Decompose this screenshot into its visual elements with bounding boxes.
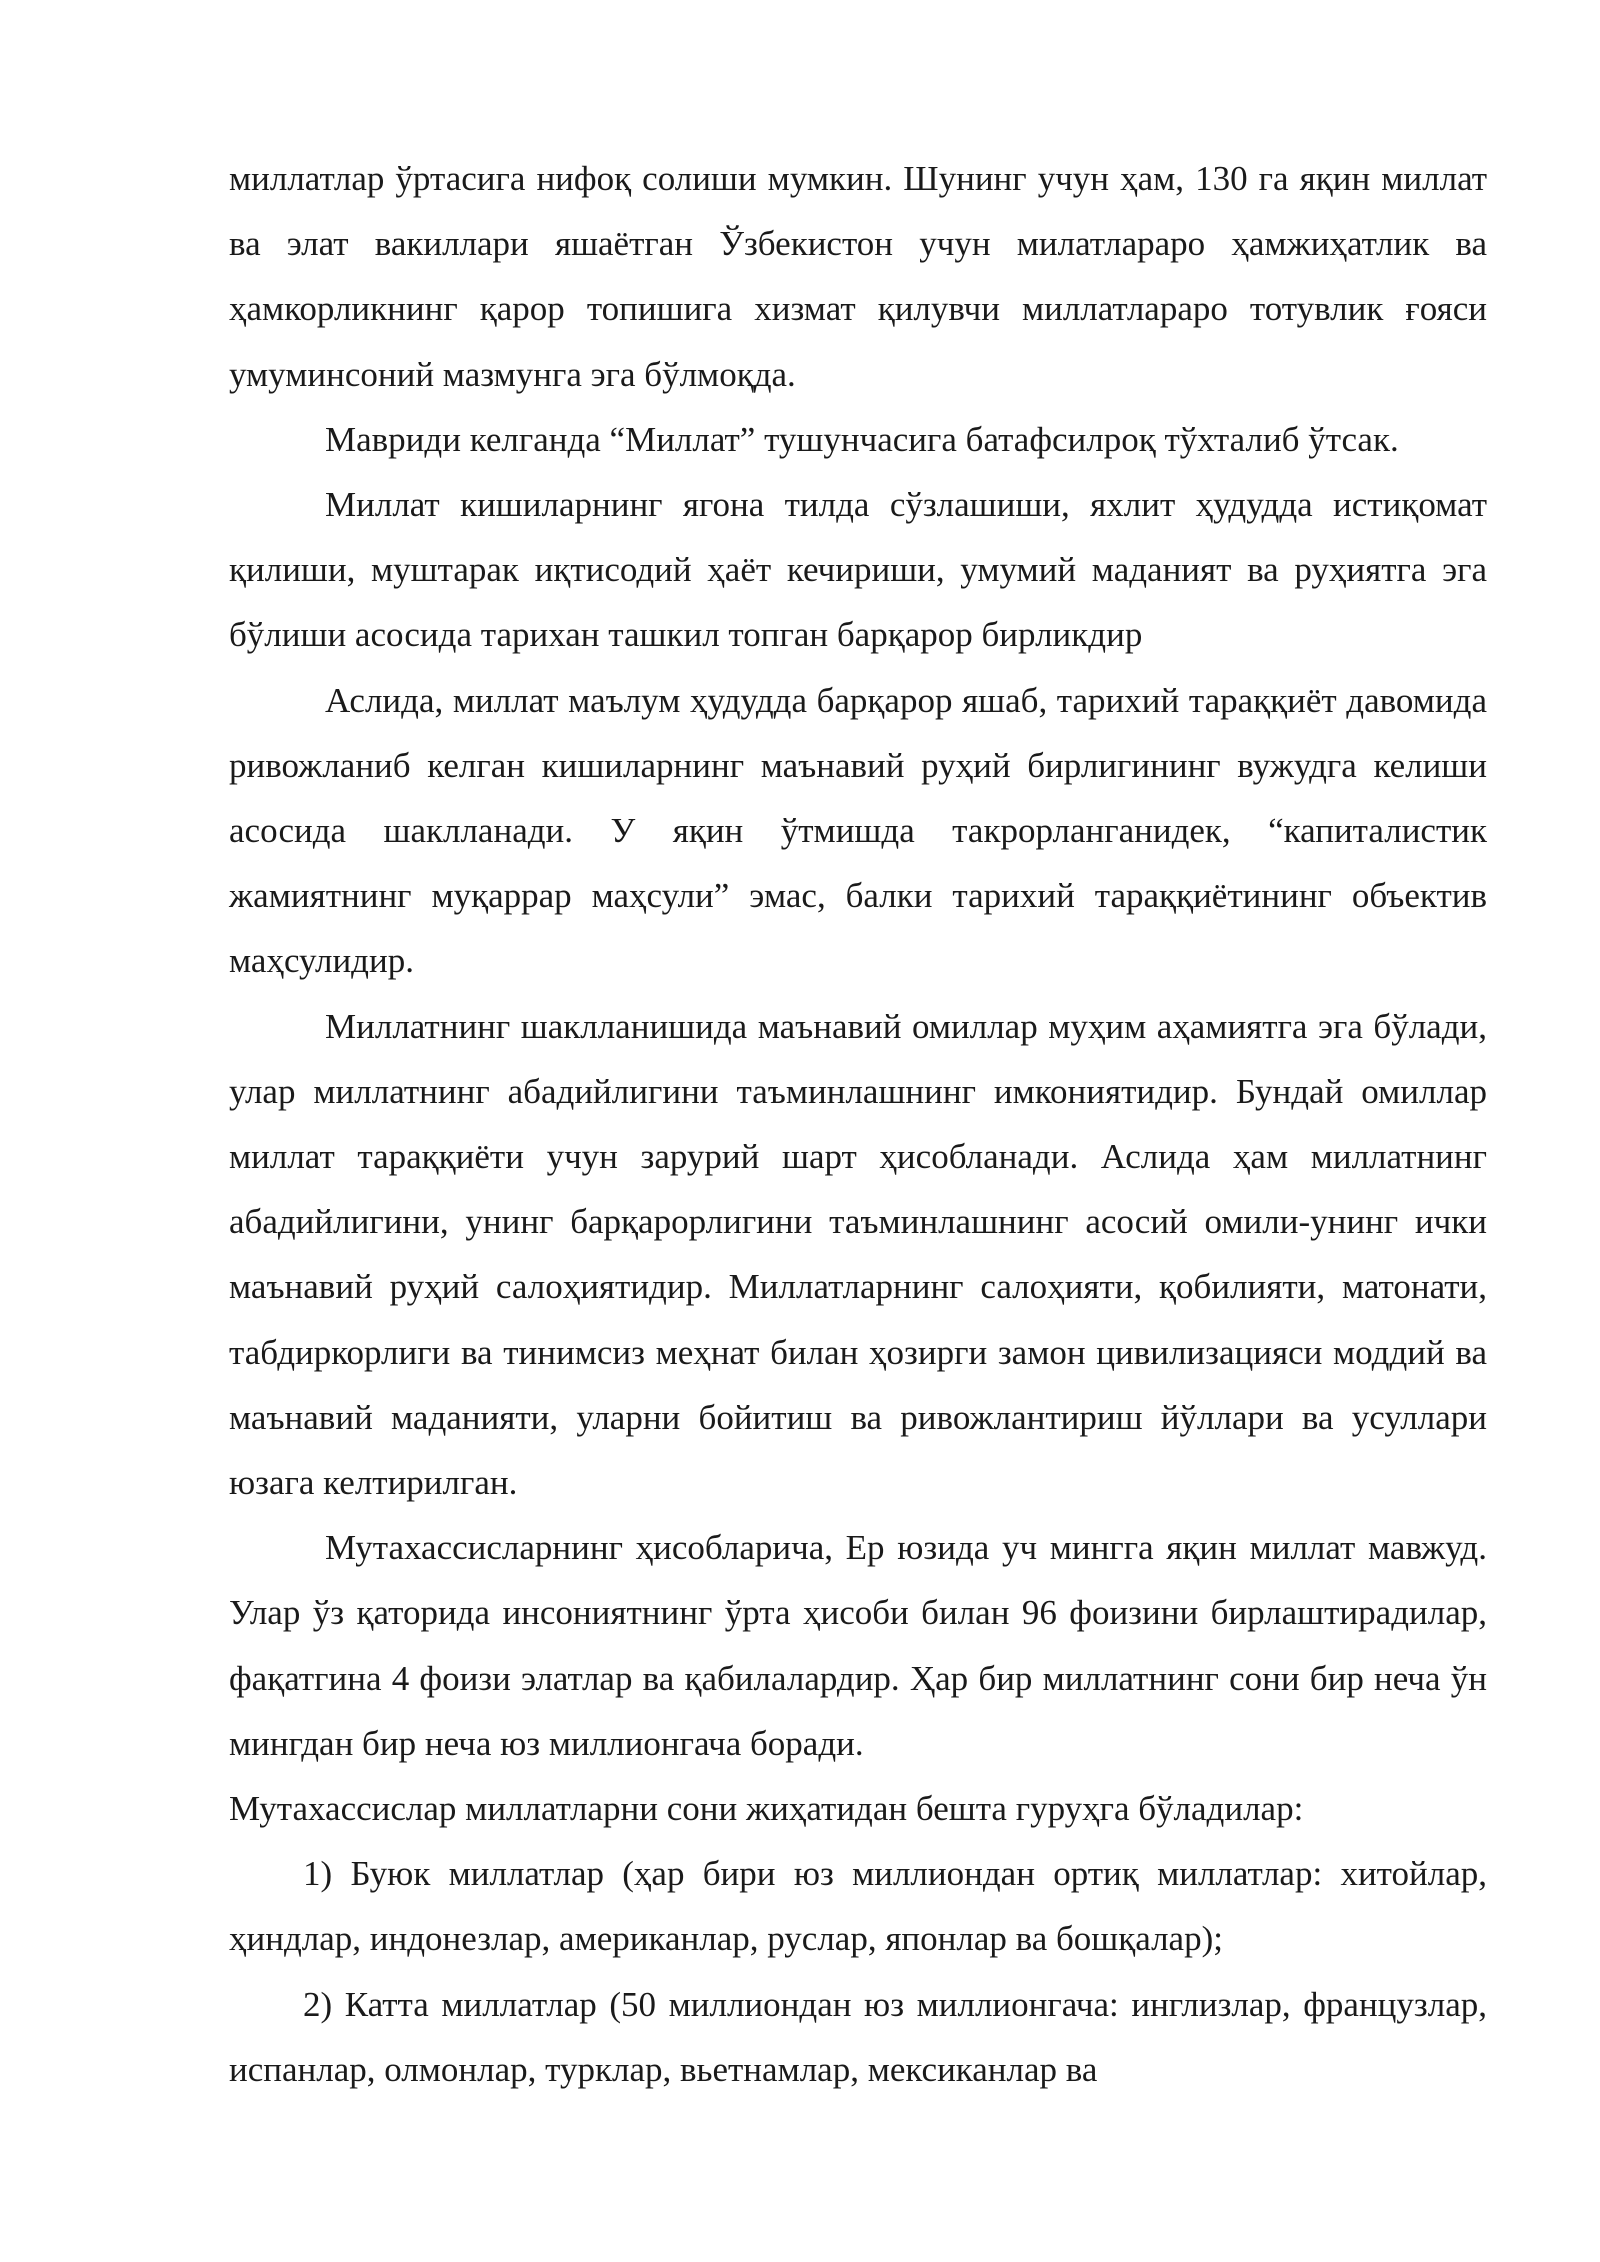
list-item-2: 2) Катта миллатлар (50 миллиондан юз миллионгача: инглизлар, французлар, испанлар, олмонлар, турклар, вьетнамлар, мексиканлар ва	[229, 1984, 1487, 2089]
paragraph-5: Миллатнинг шаклланишида маънавий омиллар муҳим аҳамиятга эга бўлади, улар миллатнинг абадийлигини таъминлашнинг имкониятидир. Бундай омиллар миллат тараққиёти учун зарурий шарт ҳисобланади. Аслида ҳам миллатнинг абадийлигини, унинг барқарорлигини таъминлашнинг асосий омили-унинг ички маънавий руҳий салоҳиятидир. Миллатларнинг салоҳияти, қобилияти, матонати, табдиркорлиги ва тинимсиз меҳнат билан ҳозирги замон цивилизацияси моддий ва маънавий маданияти, уларни бойитиш ва ривожлантириш йўллари ва усуллари юзага келтирилган.	[229, 1006, 1487, 1503]
paragraph-4: Аслида, миллат маълум ҳудудда барқарор яшаб, тарихий тараққиёт давомида ривожланиб келган кишиларнинг маънавий руҳий бирлигининг вужудга келиши асосида шаклланади. У яқин ўтмишда такрорланганидек, “капиталистик жамиятнинг муқаррар маҳсули” эмас, балки тарихий тараққиётининг объектив маҳсулидир.	[229, 680, 1487, 981]
paragraph-7: Мутахассислар миллатларни сони жиҳатидан бешта гуруҳга бўладилар:	[229, 1789, 1304, 1829]
document-page	[229, 146, 1487, 2102]
paragraph-3: Миллат кишиларнинг ягона тилда сўзлашиши, яхлит ҳудудда истиқомат қилиши, муштарак иқтисодий ҳаёт кечириши, умумий маданият ва руҳиятга эга бўлиши асосида тарихан ташкил топган барқарор бирликдир	[229, 485, 1487, 655]
paragraph-6: Мутахассисларнинг ҳисобларича, Ер юзида уч мингга яқин миллат мавжуд. Улар ўз қаторида инсониятнинг ўрта ҳисоби билан 96 фоизини бирлаштирадилар, фақатгина 4 фоизи элатлар ва қабилалардир. Ҳар бир миллатнинг сони бир неча ўн мингдан бир неча юз миллионгача боради.	[229, 1528, 1487, 1763]
paragraph-2: Мавриди келганда “Миллат” тушунчасига батафсилроқ тўхталиб ўтсак.	[325, 419, 1399, 459]
paragraph-1: миллатлар ўртасига нифоқ солиши мумкин. Шунинг учун ҳам, 130 га яқин миллат ва элат вакиллари яшаётган Ўзбекистон учун милатлараро ҳамжиҳатлик ва ҳамкорликнинг қарор топишига хизмат қилувчи миллатлараро тотувлик ғояси умуминсоний мазмунга эга бўлмоқда.	[229, 159, 1487, 394]
list-item-1: 1) Буюк миллатлар (ҳар бири юз миллиондан ортиқ миллатлар: хитойлар, ҳиндлар, индонезлар, американлар, руслар, японлар ва бошқалар);	[229, 1854, 1487, 1959]
